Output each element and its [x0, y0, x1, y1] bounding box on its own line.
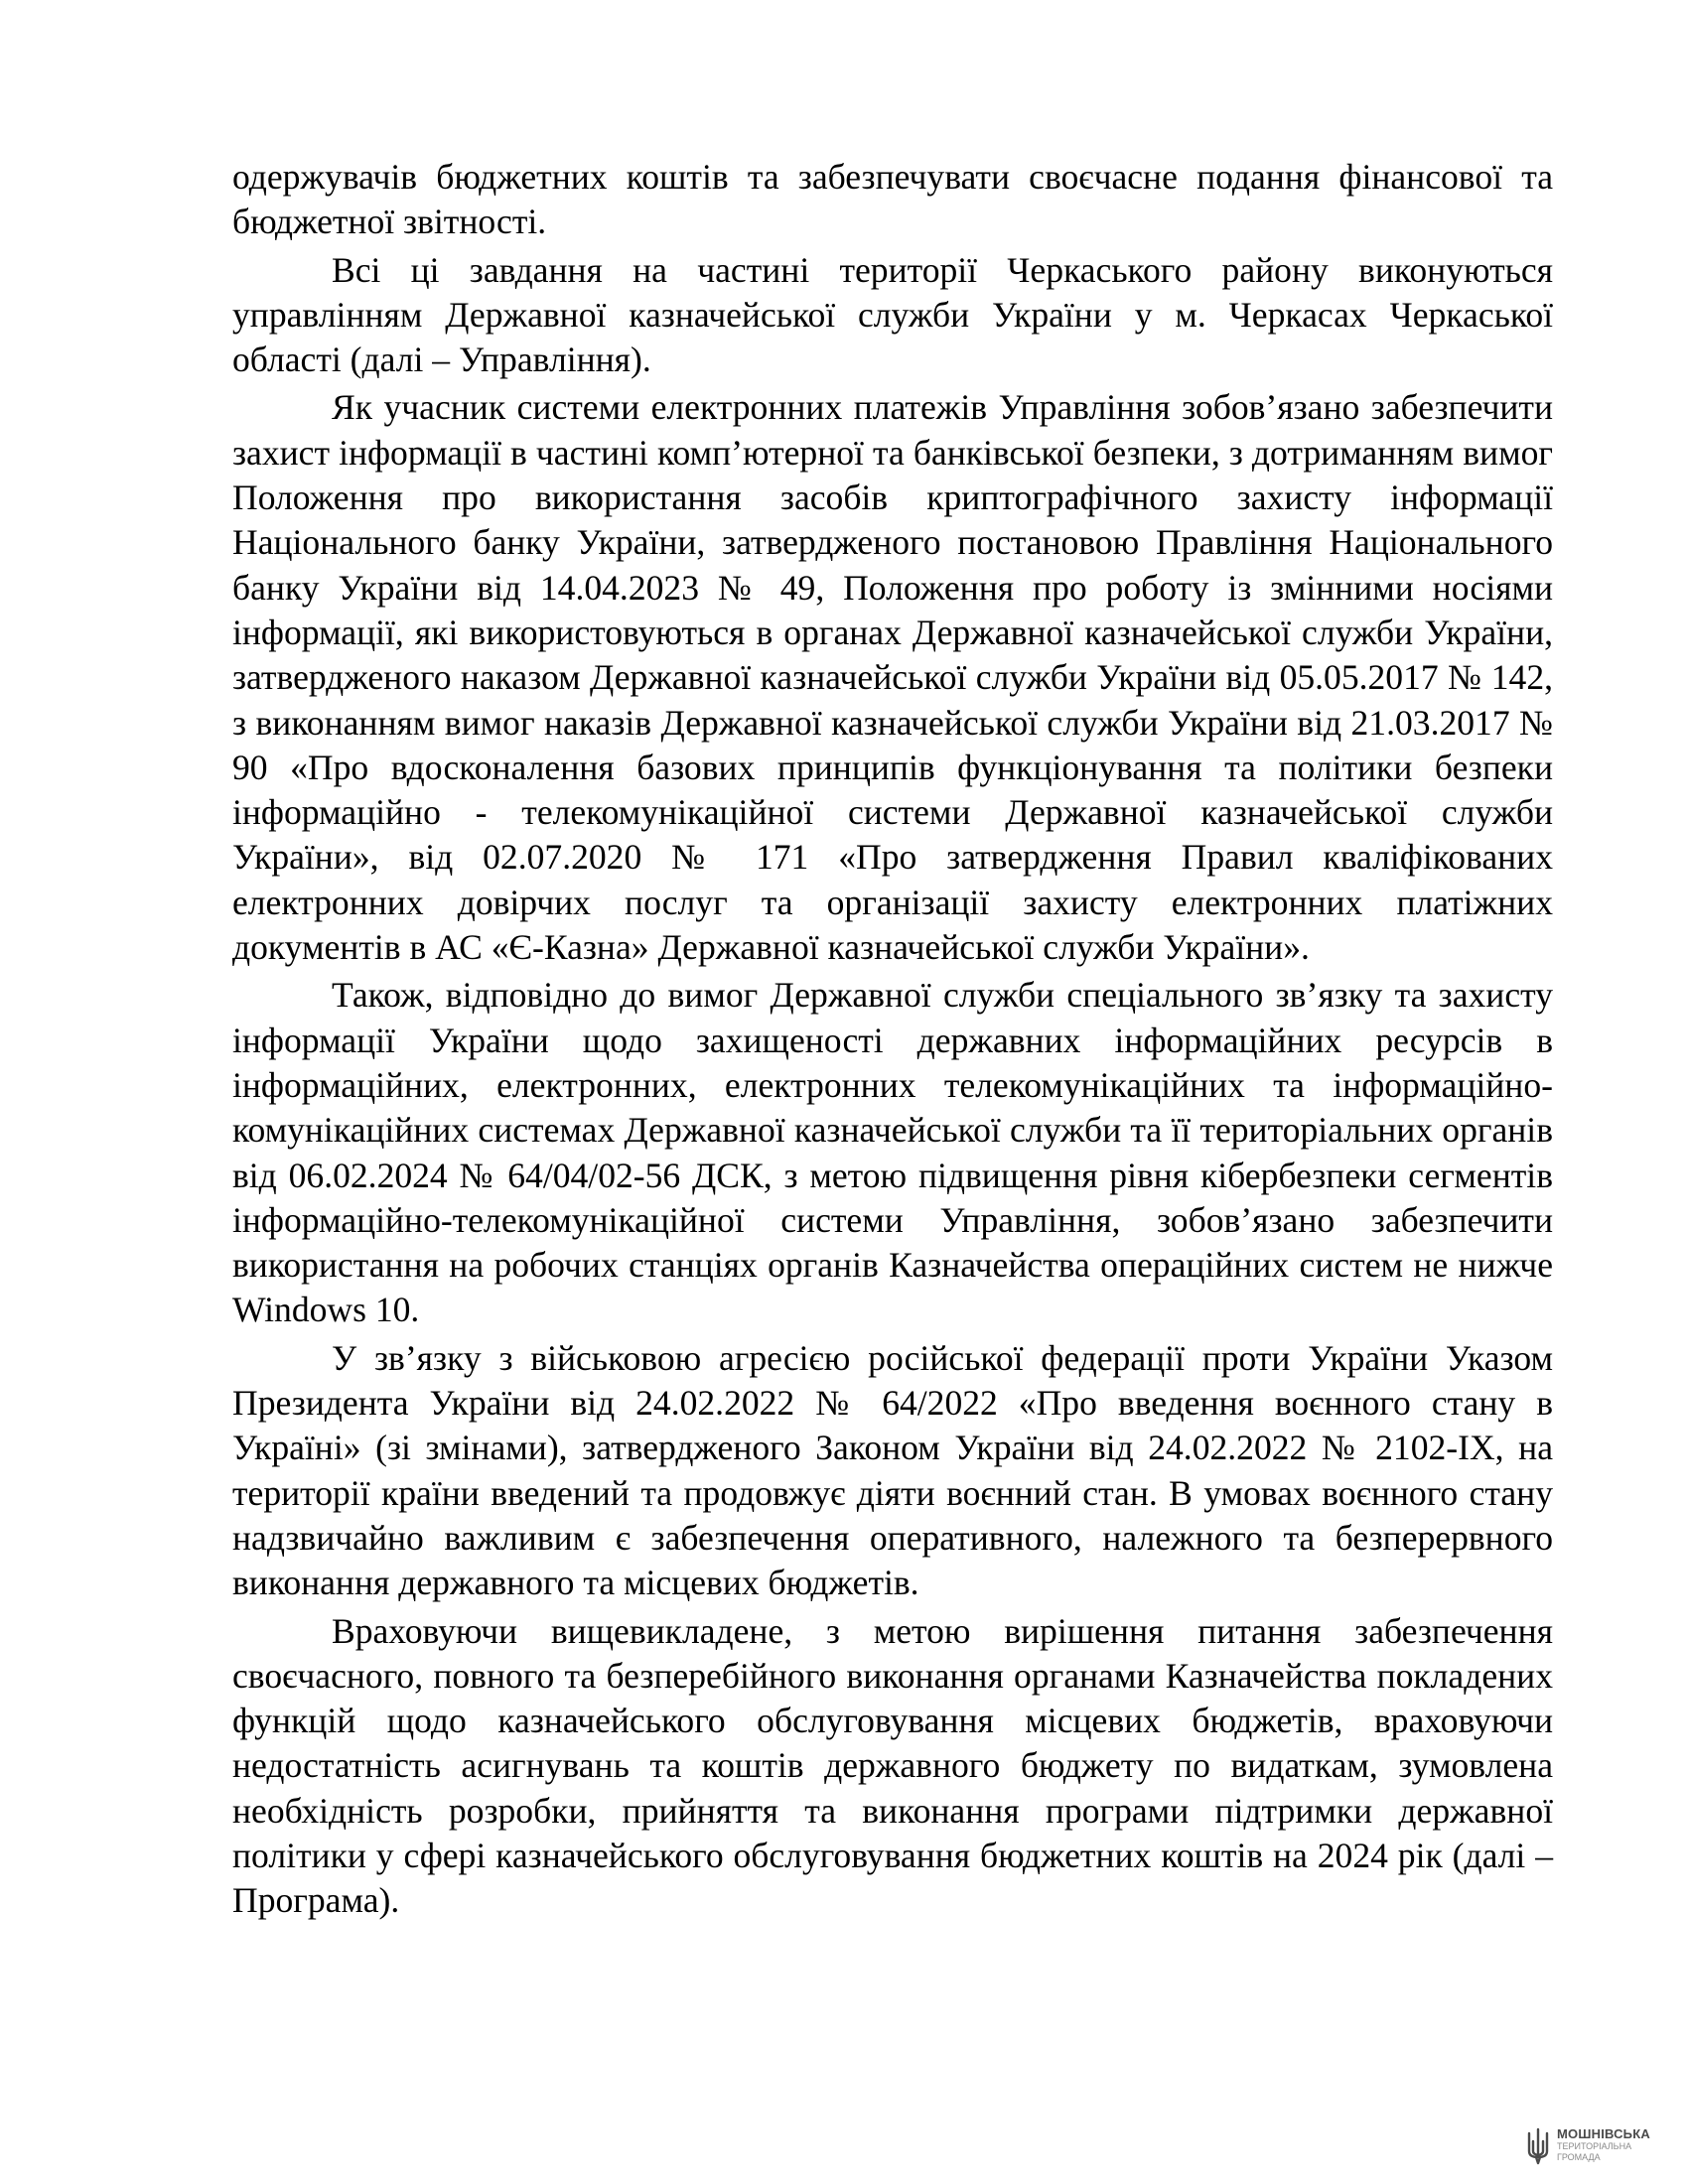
- paragraph-martial-law: У зв’язку з військовою агресією російської федерації проти України Указом Президента України від 24.02.2022 № 64/2022 «Про введення воєнного стану в Україні» (зі змінами), затвердженого Законом України від 24.02.2022 № 2102-IX, на території країни введений та продовжує діяти воєнний стан. В умовах воєнного стану надзвичайно важливим є забезпечення оперативного, належного та безперервного виконання державного та місцевих бюджетів.: [232, 1337, 1553, 1603]
- paragraph-payment-security: Як учасник системи електронних платежів Управління зобов’язано забезпечити захист інформації в частині комп’ютерної та банківської безпеки, з дотриманням вимог Положення про використання засобів криптографічного захисту інформації Національного банку України, затвердженого постановою Правління Національного банку України від 14.04.2023 № 49, Положення про роботу із змінними носіями інформації, які використовуються в органах Державної казначейської служби України, затвердженого наказом Державної казначейської служби України від 05.05.2017 № 142, з виконанням вимог наказів Державної казначейської служби України від 21.03.2017 № 90 «Про вдосконалення базових принципів функціонування та політики безпеки інформаційно - телекомунікаційної системи Державної казначейської служби України», від 02.07.2020 № 171 «Про затвердження Правил кваліфікованих електронних довірчих послуг та організації захисту електронних платіжних документів в АС «Є-Казна» Державної казначейської служби України».: [232, 387, 1553, 968]
- logo-subtitle-line2: ГРОМАДА: [1557, 2152, 1601, 2162]
- document-body: [232, 155, 1553, 1927]
- logo-name: МОШНІВСЬКА: [1557, 2126, 1650, 2141]
- trident-emblem-icon: [1525, 2127, 1551, 2165]
- paragraph-cybersecurity: Також, відповідно до вимог Державної служби спеціального зв’язку та захисту інформації України щодо захищеності державних інформаційних ресурсів в інформаційних, електронних, електронних телекомунікаційних та інформаційно-комунікаційних системах Державної казначейської служби та її територіальних органів від 06.02.2024 № 64/04/02-56 ДСК, з метою підвищення рівня кібербезпеки сегментів інформаційно-телекомунікаційної системи Управління, зобов’язано забезпечити використання на робочих станціях органів Казначейства операційних систем не нижче Windows 10.: [232, 975, 1553, 1330]
- logo-subtitle-line1: ТЕРИТОРІАЛЬНА: [1557, 2141, 1632, 2151]
- paragraph-program: Враховуючи вищевикладене, з метою вирішення питання забезпечення своєчасного, повного та безперебійного виконання органами Казначейства покладених функцій щодо казначейського обслуговування місцевих бюджетів, враховуючи недостатність асигнувань та коштів державного бюджету по видаткам, зумовлена необхідність розробки, прийняття та виконання програми підтримки державної політики у сфері казначейського обслуговування бюджетних коштів на 2024 рік (далі – Програма).: [232, 1610, 1553, 1921]
- paragraph-tasks: Всі ці завдання на частині території Черкаського району виконуються управлінням Державної казначейської служби України у м. Черкасах Черкаської області (далі – Управління).: [232, 249, 1553, 380]
- paragraph-continuation: одержувачів бюджетних коштів та забезпечувати своєчасне подання фінансової та бюджетної звітності.: [232, 157, 1553, 242]
- footer-logo: [1525, 2125, 1664, 2169]
